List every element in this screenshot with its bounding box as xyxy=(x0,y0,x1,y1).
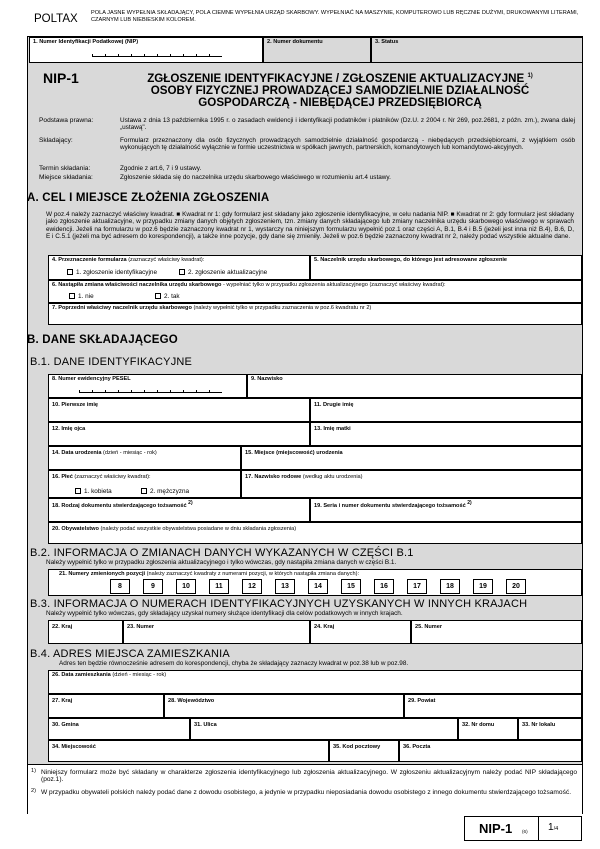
surname-field[interactable]: 9. Nazwisko xyxy=(247,374,582,398)
changed-item-checkbox[interactable]: 8 xyxy=(110,579,130,594)
voivodeship-field[interactable]: 28. Województwo xyxy=(164,694,404,718)
option-male[interactable]: 2. mężczyzna xyxy=(141,488,189,495)
section-b-title: B. DANE SKŁADAJĄCEGO xyxy=(27,334,178,346)
section-a-title: A. CEL I MIEJSCE ZŁOŻENIA ZGŁOSZENIA xyxy=(27,192,270,204)
section-b1-title: B.1. DANE IDENTYFIKACYJNE xyxy=(30,356,193,368)
changed-item-checkbox[interactable]: 13 xyxy=(275,579,295,594)
residence-date-field[interactable]: 26. Data zamieszkania (dzień - miesiąc - rok) xyxy=(48,670,582,694)
option-yes[interactable]: 2. tak xyxy=(155,293,180,300)
house-number-field[interactable]: 32. Nr domu xyxy=(458,718,518,740)
changed-item-checkbox[interactable]: 14 xyxy=(308,579,328,594)
pesel-field[interactable]: 8. Numer ewidencyjny PESEL xyxy=(48,374,247,398)
changed-item-checkbox[interactable]: 9 xyxy=(143,579,163,594)
previous-office-field[interactable]: 7. Poprzedni właściwy naczelnik urzędu skarbowego (należy wypełnić tylko w przypadku zaznaczenia w poz.6 kwadratu nr 2) xyxy=(48,303,582,325)
option-identification[interactable]: 1. zgłoszenie identyfikacyjne xyxy=(67,269,157,276)
section-a-intro: W poz.4 należy zaznaczyć właściwy kwadrat. ■ Kwadrat nr 1: gdy formularz jest składany jako zgłoszenie identyfikacyjne, w celu nadania NIP. ■ Kwadrat nr 2: gdy formularz jest składany jako zgłoszenie aktualizacyjne, w przypadku zmiany danych objętych zgłoszeniem, tzn. zmiany danych składającego lub zmiany naczelnika urzędu skarbowego właściwego w sprawach ewidencji. Jeżeli na formularzu w poz.6 będzie zaznaczony kwadrat nr 1, wystarczy na niniejszym formularzu wypełnić poz.1 oraz części A, B.1, B.4 i B.5 (jeżeli jest inna niż B.4), B.6, D, E i C.5.1 (jeżeli ma być adresem do korespondencji), a także inne pozycje, gdy dane się zmieniły. Jeżeli w poz.6 będzie zaznaczony kwadrat nr 2, należy podać wszystkie aktualne dane. xyxy=(46,211,574,241)
changed-item-checkbox[interactable]: 17 xyxy=(407,579,427,594)
changed-items-field: 21. Numery zmienionych pozycji (należy zaznaczyć kwadraty z numerami pozycji, w których nastąpiła zmiana danych): 8 9 10 11 12 13 14 15 16 17 18 19 20 xyxy=(48,569,582,596)
checkbox-icon xyxy=(155,293,161,299)
second-name-field[interactable]: 11. Drugie imię xyxy=(310,398,582,422)
checkbox-icon xyxy=(141,488,147,494)
municipality-field[interactable]: 30. Gmina xyxy=(48,718,190,740)
changed-item-checkbox[interactable]: 20 xyxy=(506,579,526,594)
section-b4-title: B.4. ADRES MIEJSCA ZAMIESZKANIA xyxy=(30,648,230,660)
status-field: 3. Status xyxy=(371,37,583,63)
city-field[interactable]: 34. Miejscowość xyxy=(48,740,329,762)
birth-place-field[interactable]: 15. Miejsce (miejscowość) urodzenia xyxy=(241,446,582,470)
instruction-text: POLA JASNE WYPEŁNIA SKŁADAJĄCY, POLA CIEMNE WYPEŁNIA URZĄD SKARBOWY. WYPEŁNIAĆ NA MASZYNIE, KOMPUTEROWO LUB RĘCZNIE DUŻYMI, DRUKOWANYMI LITERAMI, CZARNYM LUB NIEBIESKIM KOLOREM. xyxy=(91,10,579,23)
changed-item-checkbox[interactable]: 12 xyxy=(242,579,262,594)
mother-name-field[interactable]: 13. Imię matki xyxy=(310,422,582,446)
changed-items-row xyxy=(110,579,540,595)
changed-item-checkbox[interactable]: 19 xyxy=(473,579,493,594)
section-b4-note: Adres ten będzie równocześnie adresem do korespondencji, chyba że składający zaznaczy kwadrat w poz.38 lub w poz.98. xyxy=(59,660,409,667)
family-name-field[interactable]: 17. Nazwisko rodowe (według aktu urodzenia) xyxy=(241,470,582,498)
number1-field[interactable]: 23. Numer xyxy=(123,620,310,644)
checkbox-icon xyxy=(179,269,185,275)
tax-office-field[interactable]: 5. Naczelnik urzędu skarbowego, do którego jest adresowane zgłoszenie xyxy=(310,255,582,280)
changed-item-checkbox[interactable]: 18 xyxy=(440,579,460,594)
office-change-field: 6. Nastąpiła zmiana właściwości naczelnika urzędu skarbowego - wypełniać tylko w przypadku zgłoszenia aktualizacyjnego (zaznaczyć właściwy kwadrat): 1. nie 2. tak xyxy=(48,280,582,303)
citizenship-field[interactable]: 20. Obywatelstwo (należy podać wszystkie obywatelstwa posiadane w dniu składania zgłoszenia) xyxy=(48,522,582,544)
country-field[interactable]: 27. Kraj xyxy=(48,694,164,718)
section-b3-title: B.3. INFORMACJA O NUMERACH IDENTYFIKACYJNYCH UZYSKANYCH W INNYCH KRAJACH xyxy=(30,598,528,610)
flat-number-field[interactable]: 33. Nr lokalu xyxy=(518,718,582,740)
street-field[interactable]: 31. Ulica xyxy=(190,718,458,740)
option-female[interactable]: 1. kobieta xyxy=(75,488,112,495)
option-update[interactable]: 2. zgłoszenie aktualizacyjne xyxy=(179,269,267,276)
changed-item-checkbox[interactable]: 16 xyxy=(374,579,394,594)
form-code: NIP-1 xyxy=(43,70,79,86)
footer-form-code: NIP-1 (6) 1/4 xyxy=(464,816,582,841)
county-field[interactable]: 29. Powiat xyxy=(404,694,582,718)
sex-field: 16. Płeć (zaznaczyć właściwy kwadrat): 1. kobieta 2. mężczyzna xyxy=(48,470,241,498)
birth-date-field[interactable]: 14. Data urodzenia (dzień - miesiąc - rok) xyxy=(48,446,241,470)
checkbox-icon xyxy=(75,488,81,494)
id-document-type-field[interactable]: 18. Rodzaj dokumentu stwierdzającego tożsamość $^{2)}$ xyxy=(48,498,310,522)
changed-item-checkbox[interactable]: 15 xyxy=(341,579,361,594)
postal-code-field[interactable]: 35. Kod pocztowy xyxy=(329,740,399,762)
checkbox-icon xyxy=(67,269,73,275)
footnotes: 1) Niniejszy formularz może być składany w charakterze zgłoszenia identyfikacyjnego lub zgłoszenia aktualizacyjnego. W zgłoszeniu aktualizacyjnym należy podać NIP składającego (poz.1). 2) W przypadku obywateli polskich należy podać dane z dowodu osobistego, a jedynie w przypadku nieposiadania dowodu osobistego z innego dokumentu stwierdzającego tożsamość. xyxy=(28,764,582,814)
poltax-logo: POLTAX xyxy=(34,13,78,25)
first-name-field[interactable]: 10. Pierwsze imię xyxy=(48,398,310,422)
form-title: ZGŁOSZENIE IDENTYFIKACYJNE / ZGŁOSZENIE AKTUALIZACYJNE $^{1)}$ OSOBY FIZYCZNEJ PROWADZĄCEJ SAMODZIELNIE DZIAŁALNOŚĆ GOSPODARCZĄ - NIEBĘDĄCEJ PRZEDSIĘBIORCĄ xyxy=(147,71,533,109)
option-no[interactable]: 1. nie xyxy=(69,293,94,300)
section-b2-title: B.2. INFORMACJA O ZMIANACH DANYCH WYKAZANYCH W CZĘŚCI B.1 xyxy=(30,547,414,559)
changed-item-checkbox[interactable]: 11 xyxy=(209,579,229,594)
legal-block: Podstawa prawna: Ustawa z dnia 13 października 1995 r. o zasadach ewidencji i identyfikacji podatników i płatników (Dz.U. z 2004 r. Nr 269, poz.2681, z późn. zm.), zwana dalej „ustawą". Składający: Formularz przeznaczony dla osób fizycznych prowadzących samodzielnie działalność gospodarczą - niebędących przedsiębiorcami, z wyjątkiem osób wykonujących tę działalność wyłącznie w formie uczestnictwa w spółkach jawnych, partnerskich, komandytowych lub komandytowo-akcyjnych. Termin składania: Zgodnie z art.6, 7 i 9 ustawy. Miejsce składania: Zgłoszenie składa się do naczelnika urzędu skarbowego właściwego w rozumieniu art.4 ustawy. xyxy=(28,115,582,187)
section-b2-note: Należy wypełnić tylko w przypadku zgłoszenia aktualizacyjnego i tylko wówczas, gdy nastąpiła zmiana danych w części B.1. xyxy=(46,559,397,566)
id-document-number-field[interactable]: 19. Seria i numer dokumentu stwierdzającego tożsamość $^{2)}$ xyxy=(310,498,582,522)
nip-field[interactable]: 1. Numer Identyfikacji Podatkowej (NIP) xyxy=(29,37,263,63)
document-number-field: 2. Numer dokumentu xyxy=(263,37,371,63)
country1-field[interactable]: 22. Kraj xyxy=(48,620,123,644)
number2-field[interactable]: 25. Numer xyxy=(411,620,582,644)
section-b3-note: Należy wypełnić tylko wówczas, gdy składający uzyskał numery służące identyfikacji dla celów podatkowych w innych krajach. xyxy=(46,610,403,617)
father-name-field[interactable]: 12. Imię ojca xyxy=(48,422,310,446)
post-office-field[interactable]: 36. Poczta xyxy=(399,740,582,762)
changed-item-checkbox[interactable]: 10 xyxy=(176,579,196,594)
country2-field[interactable]: 24. Kraj xyxy=(310,620,411,644)
checkbox-icon xyxy=(69,293,75,299)
form-purpose-field: 4. Przeznaczenie formularza (zaznaczyć właściwy kwadrat): 1. zgłoszenie identyfikacyjne 2. zgłoszenie aktualizacyjne xyxy=(48,255,310,280)
